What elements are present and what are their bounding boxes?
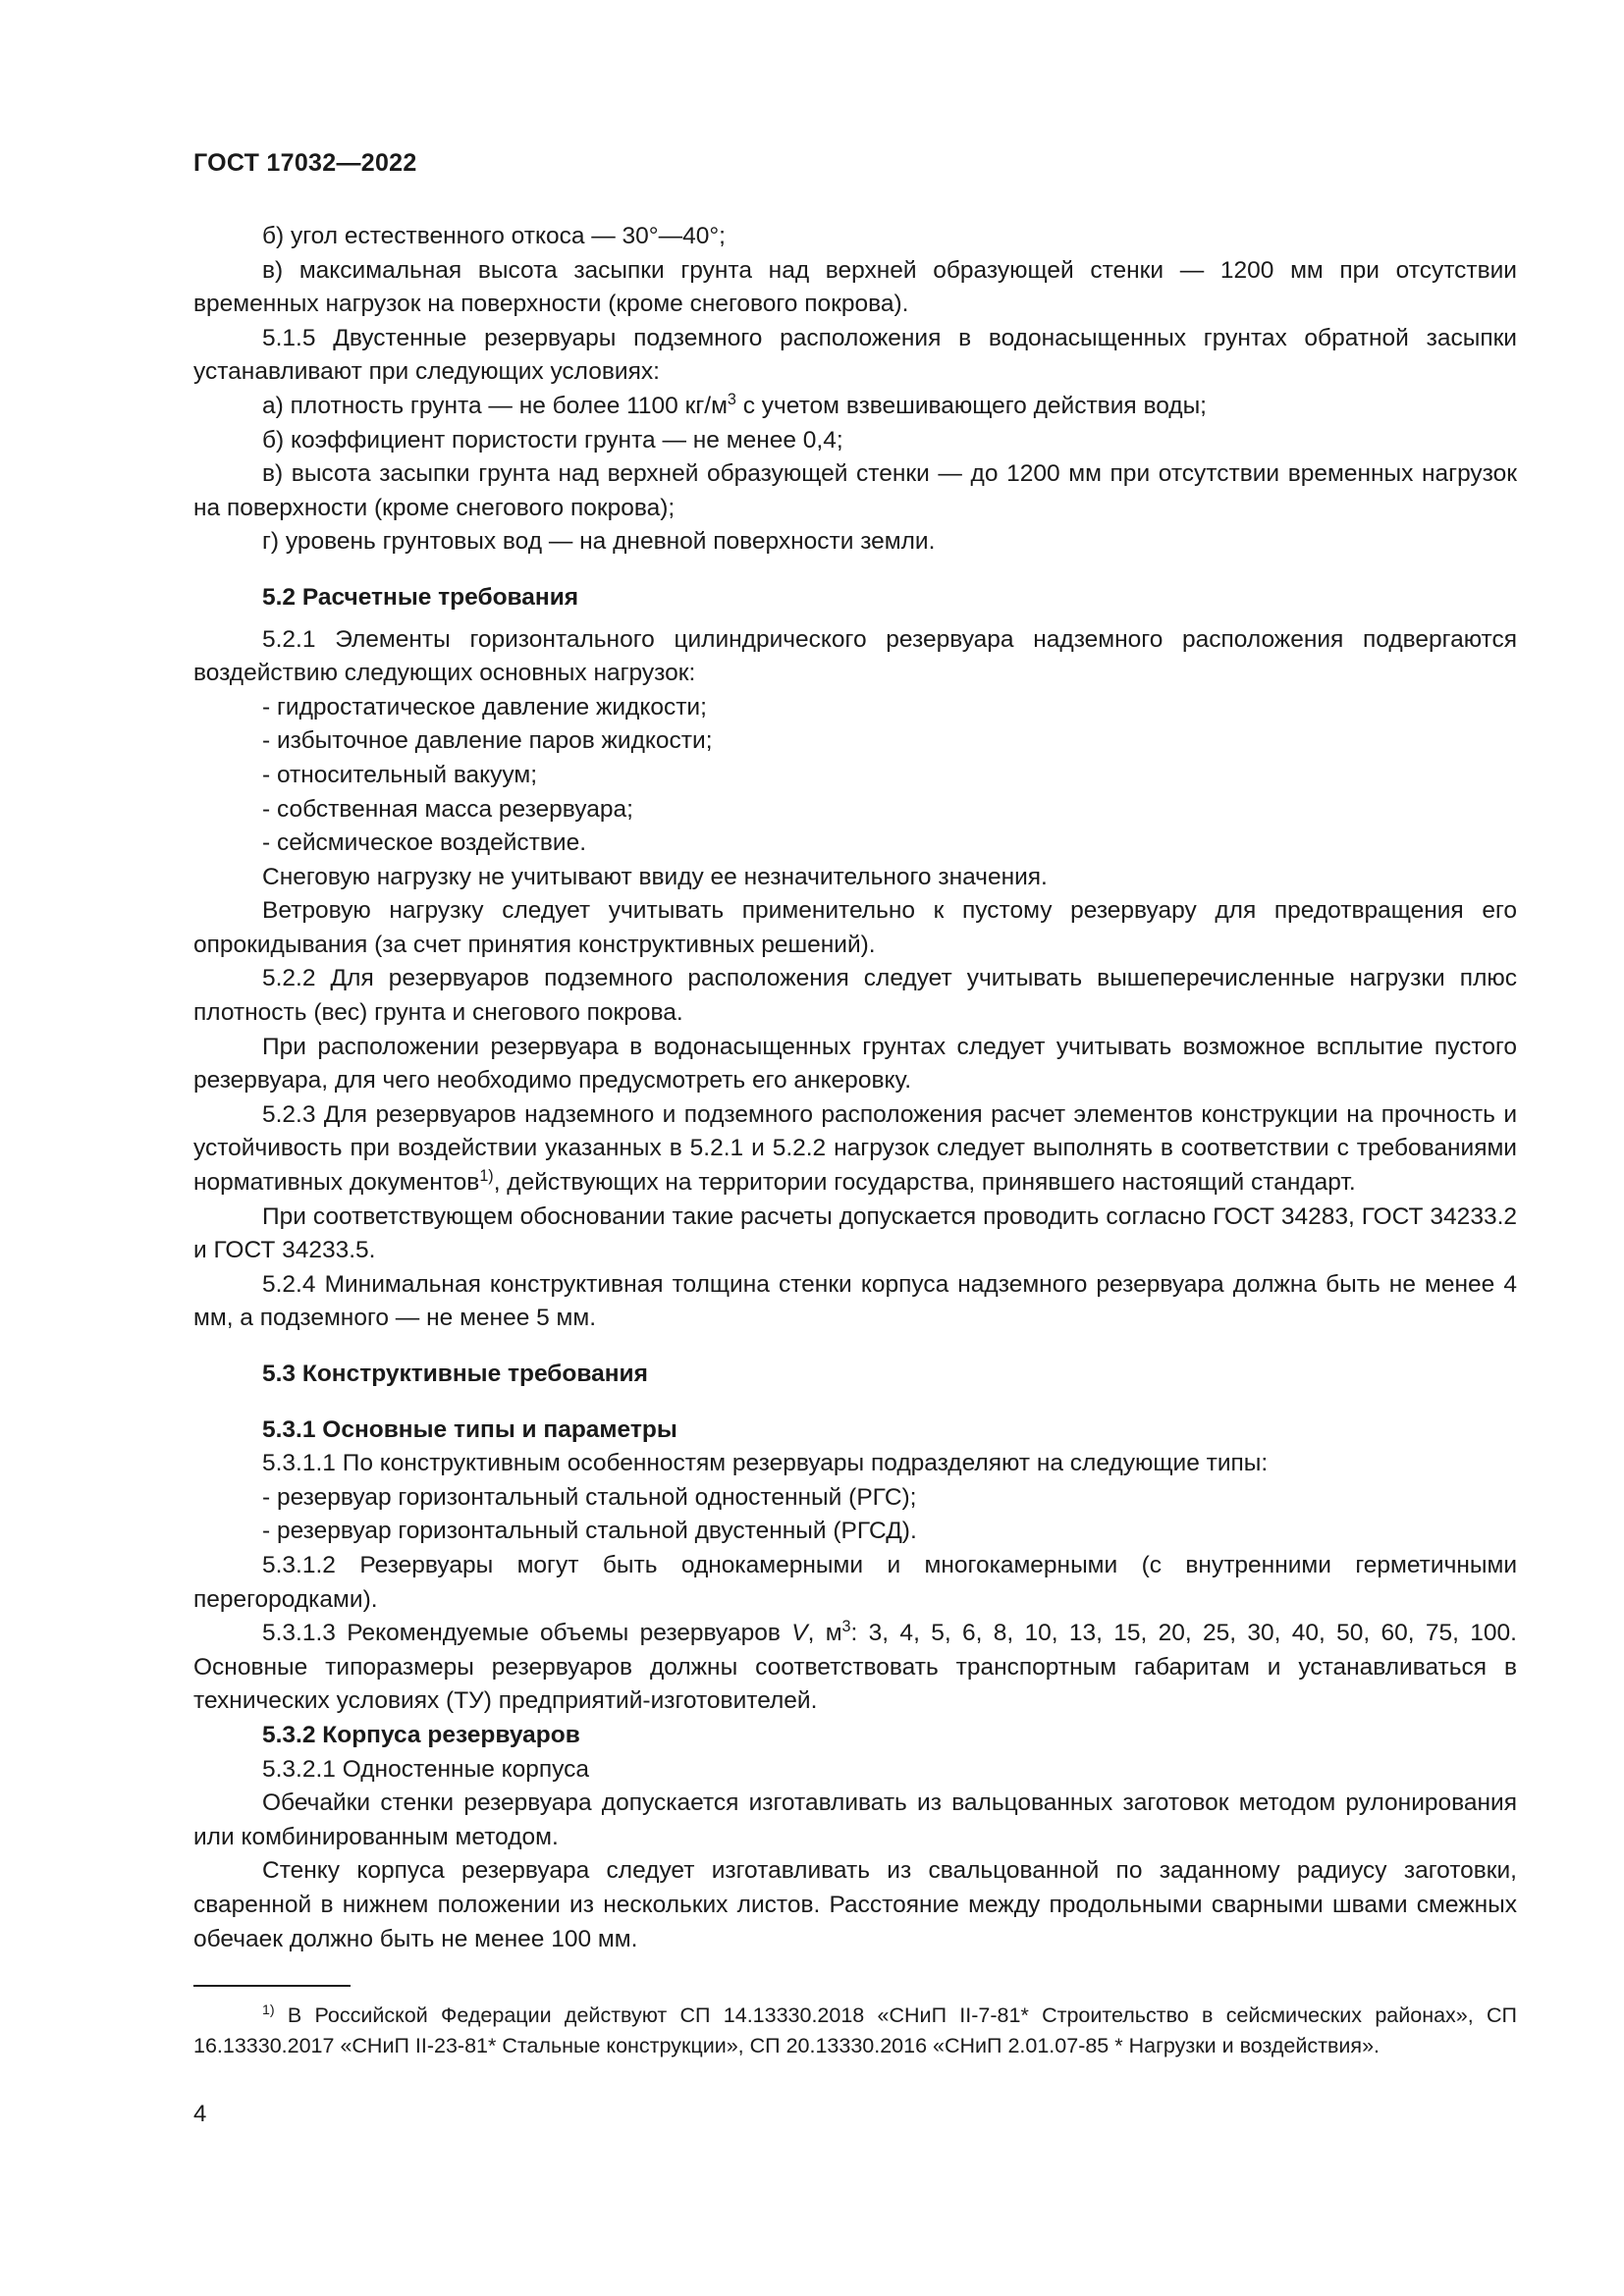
paragraph: Обечайки стенки резервуара допускается изготавливать из вальцованных заготовок методом рулонирования или комбинированным методом. xyxy=(193,1789,1517,1850)
paragraph: - резервуар горизонтальный стальной двустенный (РГСД). xyxy=(262,1518,917,1545)
paragraph: - относительный вакуум; xyxy=(262,761,538,788)
paragraph: 5.1.5 Двустенные резервуары подземного расположения в водонасыщенных грунтах обратной засыпки устанавливают при следующих условиях: xyxy=(193,324,1517,386)
superscript: 3 xyxy=(727,390,736,408)
paragraph xyxy=(193,390,1517,424)
page-number: 4 xyxy=(193,2101,207,2127)
paragraph: - собственная масса резервуара; xyxy=(262,795,633,823)
paragraph: 5.2.4 Минимальная конструктивная толщина стенки корпуса надземного резервуара должна быть не менее 4 мм, а подземного — не менее 5 мм. xyxy=(193,1270,1517,1332)
paragraph: - избыточное давление паров жидкости; xyxy=(262,727,713,755)
paragraph: Ветровую нагрузку следует учитывать применительно к пустому резервуару для предотвращения его опрокидывания (за счет принятия конструктивных решений). xyxy=(193,897,1517,958)
paragraph: - резервуар горизонтальный стальной одностенный (РГС); xyxy=(262,1483,917,1511)
text-run: 5.3.1.3 Рекомендуемые объемы резервуаров xyxy=(262,1620,792,1647)
paragraph: 5.2.2 Для резервуаров подземного расположения следует учитывать вышеперечисленные нагрузки плюс плотность (вес) грунта и снегового покрова. xyxy=(193,965,1517,1027)
superscript: 1) xyxy=(479,1166,494,1185)
section-heading: 5.3 Конструктивные требования xyxy=(262,1361,648,1387)
paragraph: 5.3.1.1 По конструктивным особенностям резервуары подразделяют на следующие типы: xyxy=(262,1450,1269,1477)
paragraph: Снеговую нагрузку не учитывают ввиду ее незначительного значения. xyxy=(262,863,1048,890)
footnote-text: В Российской Федерации действуют СП 14.13330.2018 «СНиП II-7-81* Строительство в сейсмических районах», СП 16.13330.2017 «СНиП II-23-81* Стальные конструкции», СП 20.13330.2016 «СНиП 2.01.07-85 * Нагрузки и воздействия». xyxy=(193,2003,1517,2057)
paragraph: При расположении резервуара в водонасыщенных грунтах следует учитывать возможное всплытие пустого резервуара, для чего необходимо предусмотреть его анкеровку. xyxy=(193,1033,1517,1095)
superscript: 3 xyxy=(841,1618,851,1635)
text-run: а) плотность грунта — не более 1100 кг/м xyxy=(262,392,728,419)
paragraph: б) коэффициент пористости грунта — не менее 0,4; xyxy=(262,426,843,454)
text-run: , м xyxy=(807,1620,842,1647)
paragraph: б) угол естественного откоса — 30°—40°; xyxy=(262,223,726,249)
paragraph xyxy=(193,1098,1517,1201)
paragraph: в) высота засыпки грунта над верхней образующей стенки — до 1200 мм при отсутствии временных нагрузок на поверхности (кроме снегового покрова); xyxy=(193,460,1517,521)
paragraph: - сейсмическое воздействие. xyxy=(262,829,586,857)
paragraph: 5.2.1 Элементы горизонтального цилиндрического резервуара надземного расположения подвергаются воздействию следующих основных нагрузок: xyxy=(193,625,1517,687)
document-code-header: ГОСТ 17032—2022 xyxy=(193,149,417,177)
paragraph: 5.3.2.1 Одностенные корпуса xyxy=(262,1755,589,1783)
text-run: 5.2.3 Для резервуаров надземного и подземного расположения расчет элементов конструкции на прочность и устойчивость при воздействии указанных в 5.2.1 и 5.2.2 нагрузок следует выполнять в соответствии с требованиями нормативных документов xyxy=(193,1100,1517,1197)
paragraph: 5.3.1.2 Резервуары могут быть однокамерными и многокамерными (с внутренними герметичными перегородками). xyxy=(193,1551,1517,1613)
paragraph: в) максимальная высота засыпки грунта над верхней образующей стенки — 1200 мм при отсутствии временных нагрузок на поверхности (кроме снегового покрова). xyxy=(193,256,1517,318)
footnote-1 xyxy=(193,2001,1517,2061)
paragraph: При соответствующем обосновании такие расчеты допускается проводить согласно ГОСТ 34283, ГОСТ 34233.2 и ГОСТ 34233.5. xyxy=(193,1202,1517,1264)
subsection-heading: 5.3.2 Корпуса резервуаров xyxy=(262,1721,580,1748)
text-run: , действующих на территории государства, принявшего настоящий стандарт. xyxy=(493,1169,1356,1197)
subsection-heading: 5.3.1 Основные типы и параметры xyxy=(262,1415,677,1443)
footnote-separator xyxy=(193,1985,351,1987)
paragraph xyxy=(193,1617,1517,1719)
document-body xyxy=(193,220,1517,1956)
paragraph: - гидростатическое давление жидкости; xyxy=(262,693,707,721)
section-heading: 5.2 Расчетные требования xyxy=(262,583,579,611)
text-run: с учетом взвешивающего действия воды; xyxy=(735,392,1207,419)
italic-symbol: V xyxy=(791,1620,808,1647)
footnotes xyxy=(193,2001,1517,2061)
paragraph: г) уровень грунтовых вод — на дневной поверхности земли. xyxy=(262,528,936,556)
footnote-marker: 1) xyxy=(262,2002,275,2018)
text-run: : 3, 4, 5, 6, 8, 10, 13, 15, 20, 25, 30, 40, 50, 60, 75, 100. Основные типоразмеры резервуаров должны соответствовать транспортным габаритам и устанавливаться в технических условиях (ТУ) предприятий-изготовителей. xyxy=(193,1620,1517,1715)
paragraph: Стенку корпуса резервуара следует изготавливать из свальцованной по заданному радиусу заготовки, сваренной в нижнем положении из нескольких листов. Расстояние между продольными сварными швами смежных обечаек должно быть не менее 100 мм. xyxy=(193,1857,1517,1952)
